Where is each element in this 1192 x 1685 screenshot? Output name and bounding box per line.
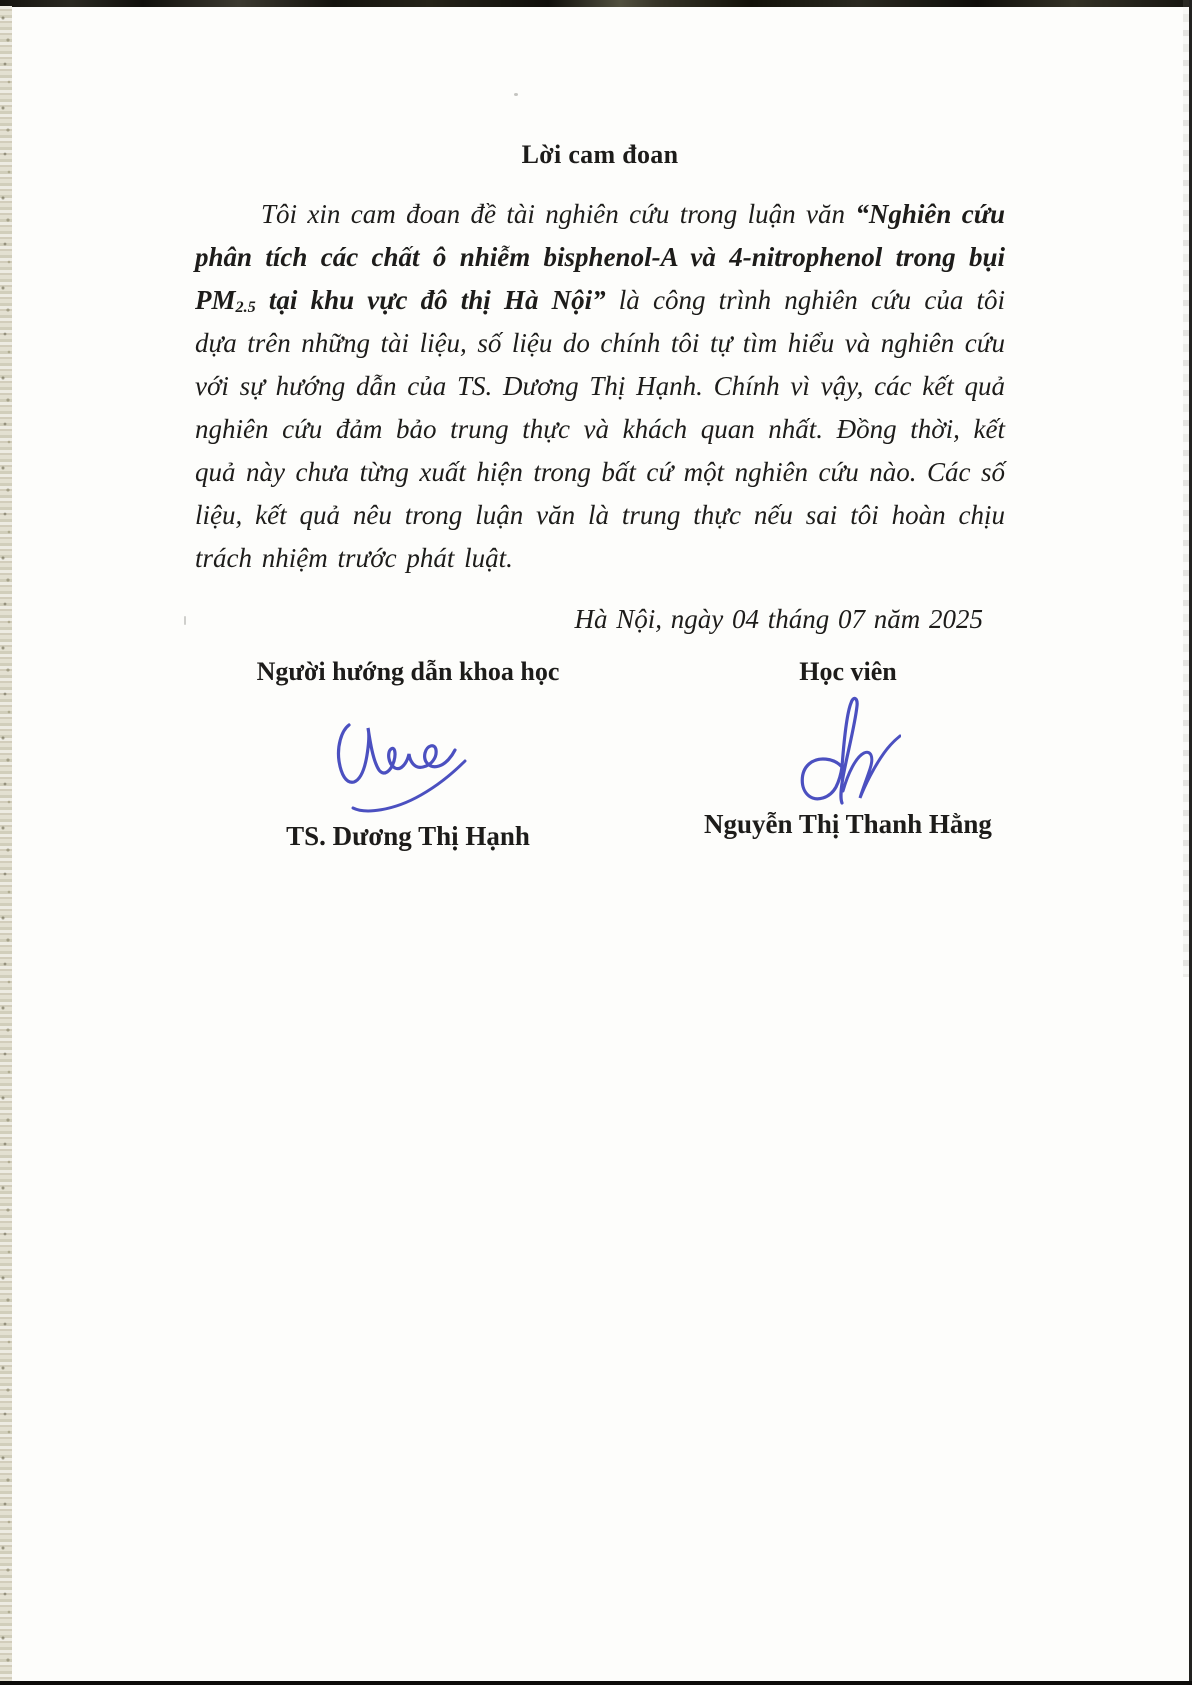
scan-artifact-bottom-edge — [0, 1681, 1192, 1685]
scan-speck — [184, 616, 186, 625]
thesis-title-subscript: 2.5 — [235, 297, 256, 316]
page-title: Lời cam đoan — [521, 140, 679, 169]
scan-artifact-left-edge — [0, 6, 12, 1681]
supervisor-name: TS. Dương Thị Hạnh — [286, 821, 530, 851]
dateline: Hà Nội, ngày 04 tháng 07 năm 2025 — [574, 604, 983, 634]
supervisor-role-label: Người hướng dẫn khoa học — [256, 657, 560, 686]
signature-block — [195, 657, 1005, 917]
declaration-paragraph — [195, 193, 1005, 580]
thesis-title-part1: “Nghiên cứu phân tích các chất ô nhiễm bisphenol-A và 4-nitrophenol trong bụi PM — [195, 199, 1005, 315]
student-signature — [796, 695, 901, 807]
thesis-title-part2: tại khu vực đô thị Hà Nội” — [255, 285, 606, 315]
supervisor-signature-column — [195, 657, 621, 852]
paragraph-body: là công trình nghiên cứu của tôi dựa trên những tài liệu, số liệu do chính tôi tự tìm hiểu và nghiên cứu với sự hướng dẫn của TS. Dương Thị Hạnh. Chính vì vậy, các kết quả nghiên cứu đảm bảo trung thực và khách quan nhất. Đồng thời, kết quả này chưa từng xuất hiện trong bất cứ một nghiên cứu nào. Các số liệu, kết quả nêu trong luận văn là trung thực nếu sai tôi hoàn chịu trách nhiệm trước phát luật. — [195, 285, 1005, 573]
student-role-label: Học viên — [799, 657, 897, 686]
scan-artifact-top-edge — [0, 0, 1192, 7]
page-content — [195, 140, 1005, 917]
supervisor-signature — [333, 721, 483, 813]
student-signature-column — [635, 657, 1061, 840]
paragraph-lead: Tôi xin cam đoan đề tài nghiên cứu trong luận văn — [261, 199, 856, 229]
student-name: Nguyễn Thị Thanh Hằng — [704, 809, 992, 839]
scan-speck — [514, 93, 518, 96]
